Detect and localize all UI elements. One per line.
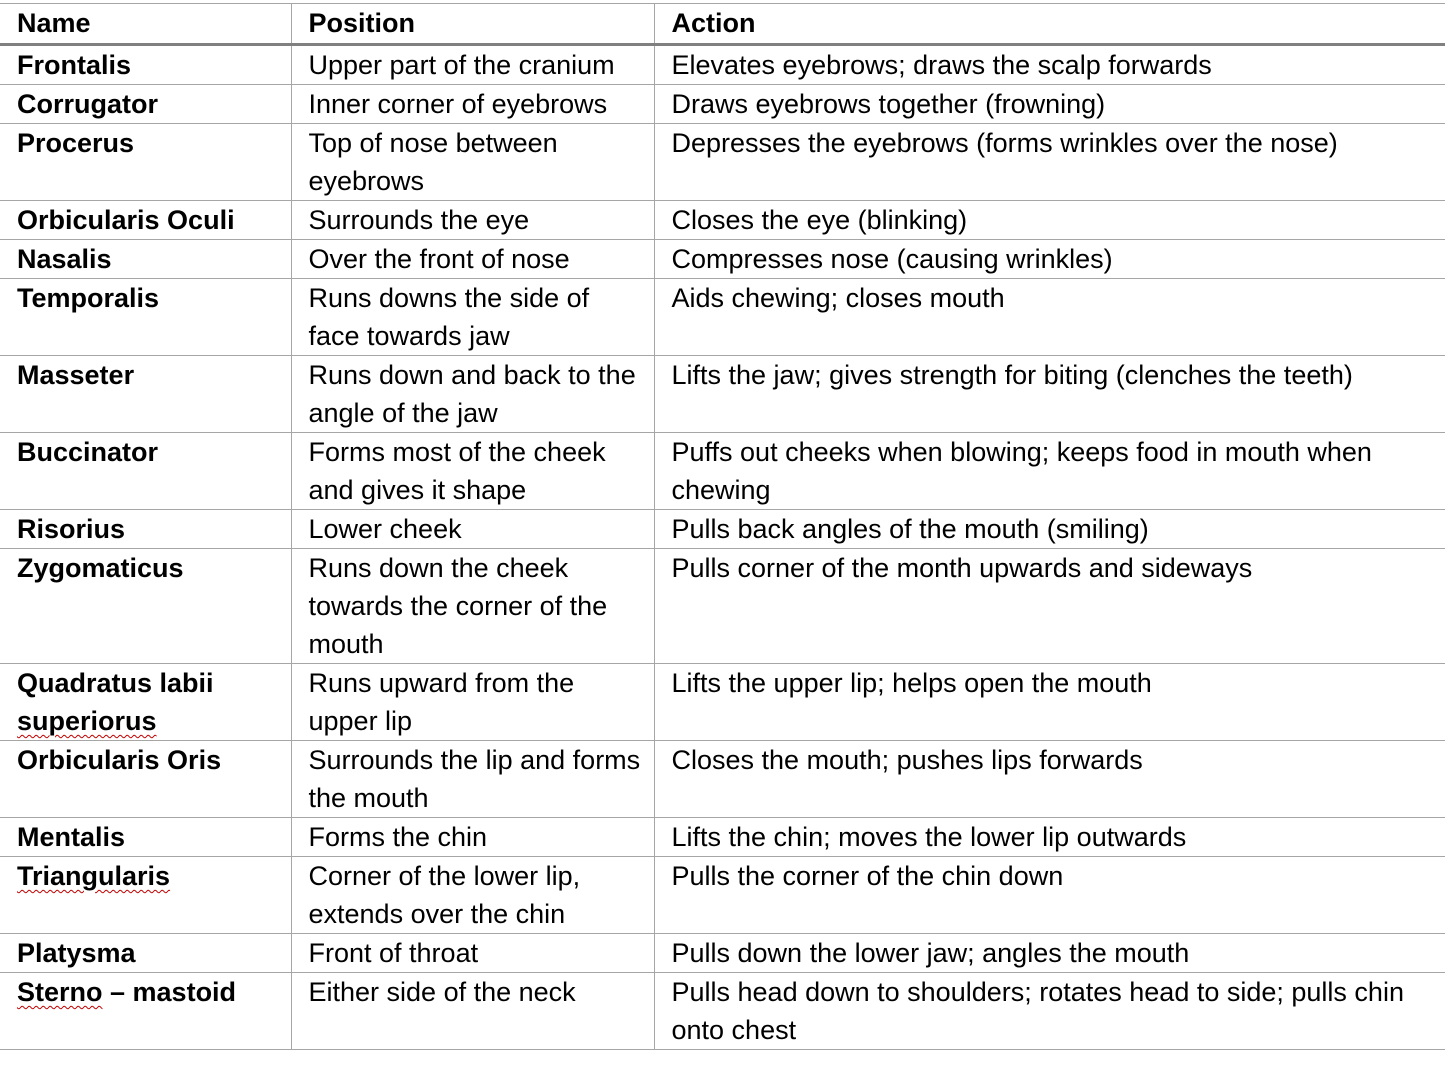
muscle-name xyxy=(0,857,291,934)
muscle-position: Forms the chin xyxy=(291,818,654,857)
muscle-name: Buccinator xyxy=(0,433,291,510)
table-row xyxy=(0,741,1445,818)
header-row xyxy=(0,4,1445,45)
muscle-action: Aids chewing; closes mouth xyxy=(654,279,1445,356)
muscle-name: Mentalis xyxy=(0,818,291,857)
muscle-position: Forms most of the cheek and gives it shape xyxy=(291,433,654,510)
muscle-action: Pulls back angles of the mouth (smiling) xyxy=(654,510,1445,549)
muscle-position: Inner corner of eyebrows xyxy=(291,85,654,124)
table-row xyxy=(0,124,1445,201)
table-row xyxy=(0,45,1445,85)
table-row xyxy=(0,356,1445,433)
muscle-position: Top of nose between eyebrows xyxy=(291,124,654,201)
muscle-position: Over the front of nose xyxy=(291,240,654,279)
table-row xyxy=(0,201,1445,240)
muscle-position: Surrounds the lip and forms the mouth xyxy=(291,741,654,818)
muscle-action: Pulls head down to shoulders; rotates head to side; pulls chin onto chest xyxy=(654,973,1445,1050)
header-name: Name xyxy=(0,4,291,45)
muscle-name: Corrugator xyxy=(0,85,291,124)
muscle-name xyxy=(0,973,291,1050)
muscle-action: Pulls the corner of the chin down xyxy=(654,857,1445,934)
muscle-name: Nasalis xyxy=(0,240,291,279)
muscle-name: Orbicularis Oris xyxy=(0,741,291,818)
muscle-name: Platysma xyxy=(0,934,291,973)
table-row xyxy=(0,857,1445,934)
muscle-action: Closes the mouth; pushes lips forwards xyxy=(654,741,1445,818)
muscle-action: Compresses nose (causing wrinkles) xyxy=(654,240,1445,279)
muscle-name xyxy=(0,664,291,741)
header-position: Position xyxy=(291,4,654,45)
muscle-name: Frontalis xyxy=(0,45,291,85)
muscle-position: Upper part of the cranium xyxy=(291,45,654,85)
table-row xyxy=(0,973,1445,1050)
muscle-name: Temporalis xyxy=(0,279,291,356)
muscle-name: Orbicularis Oculi xyxy=(0,201,291,240)
muscle-action: Lifts the upper lip; helps open the mouth xyxy=(654,664,1445,741)
table-row xyxy=(0,934,1445,973)
muscle-name: Risorius xyxy=(0,510,291,549)
table-row xyxy=(0,510,1445,549)
muscle-name: Zygomaticus xyxy=(0,549,291,664)
muscle-action: Puffs out cheeks when blowing; keeps food in mouth when chewing xyxy=(654,433,1445,510)
muscle-action: Lifts the chin; moves the lower lip outwards xyxy=(654,818,1445,857)
table-row xyxy=(0,818,1445,857)
muscle-position: Runs downs the side of face towards jaw xyxy=(291,279,654,356)
muscle-position: Corner of the lower lip, extends over the chin xyxy=(291,857,654,934)
table-row xyxy=(0,433,1445,510)
muscle-action: Elevates eyebrows; draws the scalp forwards xyxy=(654,45,1445,85)
table-row xyxy=(0,240,1445,279)
muscle-action: Lifts the jaw; gives strength for biting (clenches the teeth) xyxy=(654,356,1445,433)
muscle-name-part: – mastoid xyxy=(102,977,237,1007)
spellcheck-flagged-word: Sterno xyxy=(17,977,103,1007)
muscle-position: Runs down and back to the angle of the jaw xyxy=(291,356,654,433)
muscle-action: Pulls down the lower jaw; angles the mouth xyxy=(654,934,1445,973)
table-row xyxy=(0,549,1445,664)
muscle-action: Depresses the eyebrows (forms wrinkles over the nose) xyxy=(654,124,1445,201)
muscle-position: Either side of the neck xyxy=(291,973,654,1050)
muscle-position: Lower cheek xyxy=(291,510,654,549)
muscle-position: Front of throat xyxy=(291,934,654,973)
muscle-action: Draws eyebrows together (frowning) xyxy=(654,85,1445,124)
muscle-name-part: Quadratus labii xyxy=(17,668,214,698)
table-row xyxy=(0,279,1445,356)
table-row xyxy=(0,664,1445,741)
spellcheck-flagged-word: Triangularis xyxy=(17,861,171,891)
muscle-action: Pulls corner of the month upwards and sideways xyxy=(654,549,1445,664)
muscle-position: Runs down the cheek towards the corner of the mouth xyxy=(291,549,654,664)
muscle-name: Masseter xyxy=(0,356,291,433)
header-action: Action xyxy=(654,4,1445,45)
muscle-position: Runs upward from the upper lip xyxy=(291,664,654,741)
muscle-position: Surrounds the eye xyxy=(291,201,654,240)
table-row xyxy=(0,85,1445,124)
muscle-name: Procerus xyxy=(0,124,291,201)
spellcheck-flagged-word: superiorus xyxy=(17,706,157,736)
muscles-table xyxy=(0,3,1445,1050)
muscle-action: Closes the eye (blinking) xyxy=(654,201,1445,240)
